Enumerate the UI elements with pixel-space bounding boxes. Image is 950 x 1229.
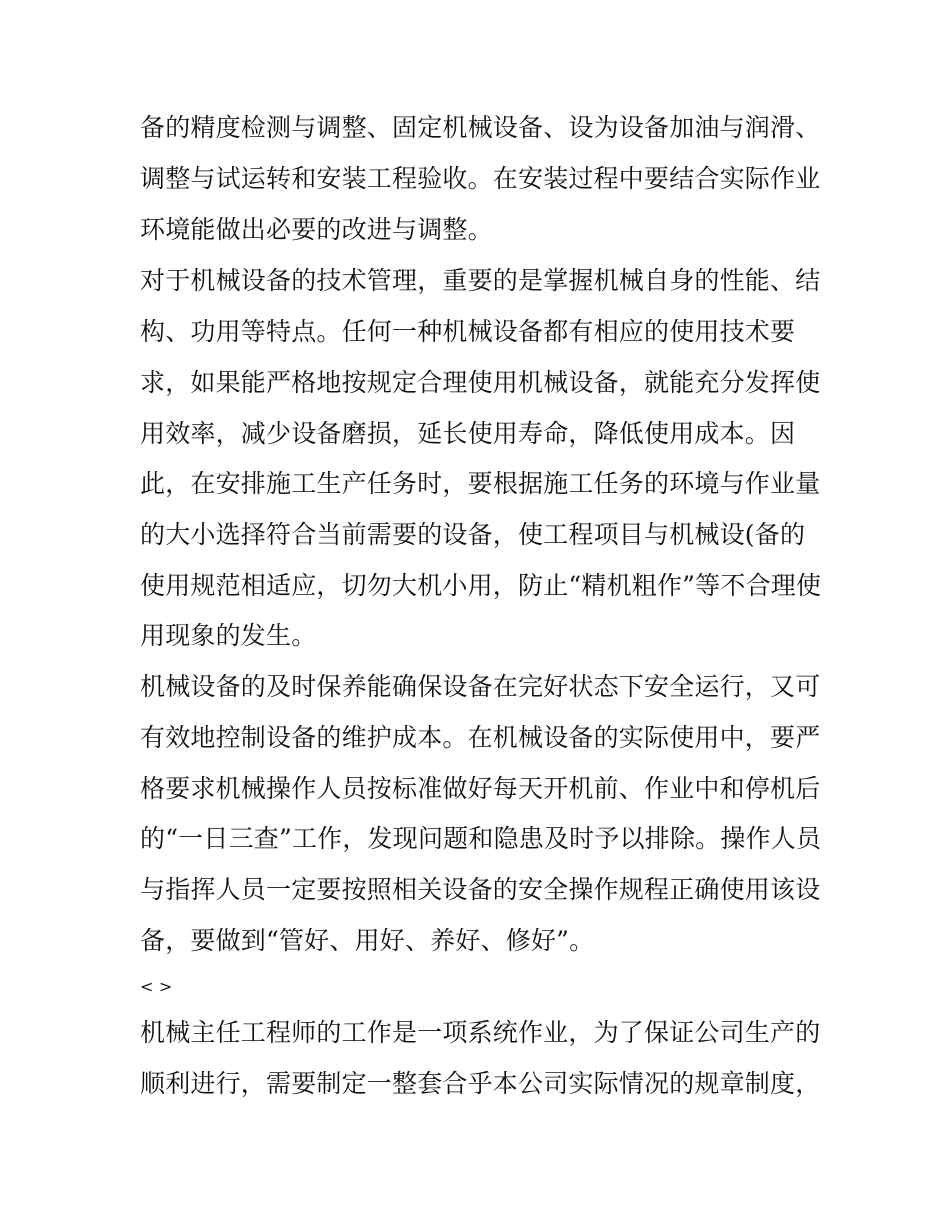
text-line: 机械设备的及时保养能确保设备在完好状态下安全运行，又可 (140, 672, 821, 701)
text-line: 顺利进行，需要制定一整套合乎本公司实际情况的规章制度， (140, 1069, 821, 1098)
text-line: 构、功用等特点。任何一种机械设备都有相应的使用技术要 (140, 317, 796, 346)
text-line: 的“一日三查”工作，发现问题和隐患及时予以排除。操作人员 (140, 824, 822, 853)
text-line: 对于机械设备的技术管理，重要的是掌握机械自身的性能、结 (140, 266, 821, 295)
text-line: 有效地控制设备的维护成本。在机械设备的实际使用中，要严 (140, 723, 821, 752)
text-line: 格要求机械操作人员按标准做好每天开机前、作业中和停机后 (140, 774, 821, 803)
text-line: 环境能做出必要的改进与调整。 (140, 215, 493, 244)
text-line: 机械主任工程师的工作是一项系统作业，为了保证公司生产的 (140, 1018, 821, 1047)
text-line: 调整与试运转和安装工程验收。在安装过程中要结合实际作业 (140, 164, 821, 193)
text-line: 的大小选择符合当前需要的设备，使工程项目与机械设(备的 (140, 520, 806, 549)
text-line: 用效率，减少设备磨损，延长使用寿命，降低使用成本。因 (140, 419, 796, 448)
text-line: 用现象的发生。 (140, 621, 317, 650)
text-line: 备的精度检测与调整、固定机械设备、设为设备加油与润滑、 (140, 113, 821, 142)
text-line: 使用规范相适应，切勿大机小用，防止“精机粗作”等不合理使 (140, 571, 822, 600)
text-line: 此，在安排施工生产任务时，要根据施工任务的环境与作业量 (140, 469, 821, 498)
text-line: 备，要做到“管好、用好、养好、修好”。 (140, 926, 595, 955)
text-line: 求，如果能严格地按规定合理使用机械设备，就能充分发挥使 (140, 368, 821, 397)
text-line-brackets: < > (140, 977, 173, 996)
text-line: 与指挥人员一定要按照相关设备的安全操作规程正确使用该设 (140, 875, 821, 904)
